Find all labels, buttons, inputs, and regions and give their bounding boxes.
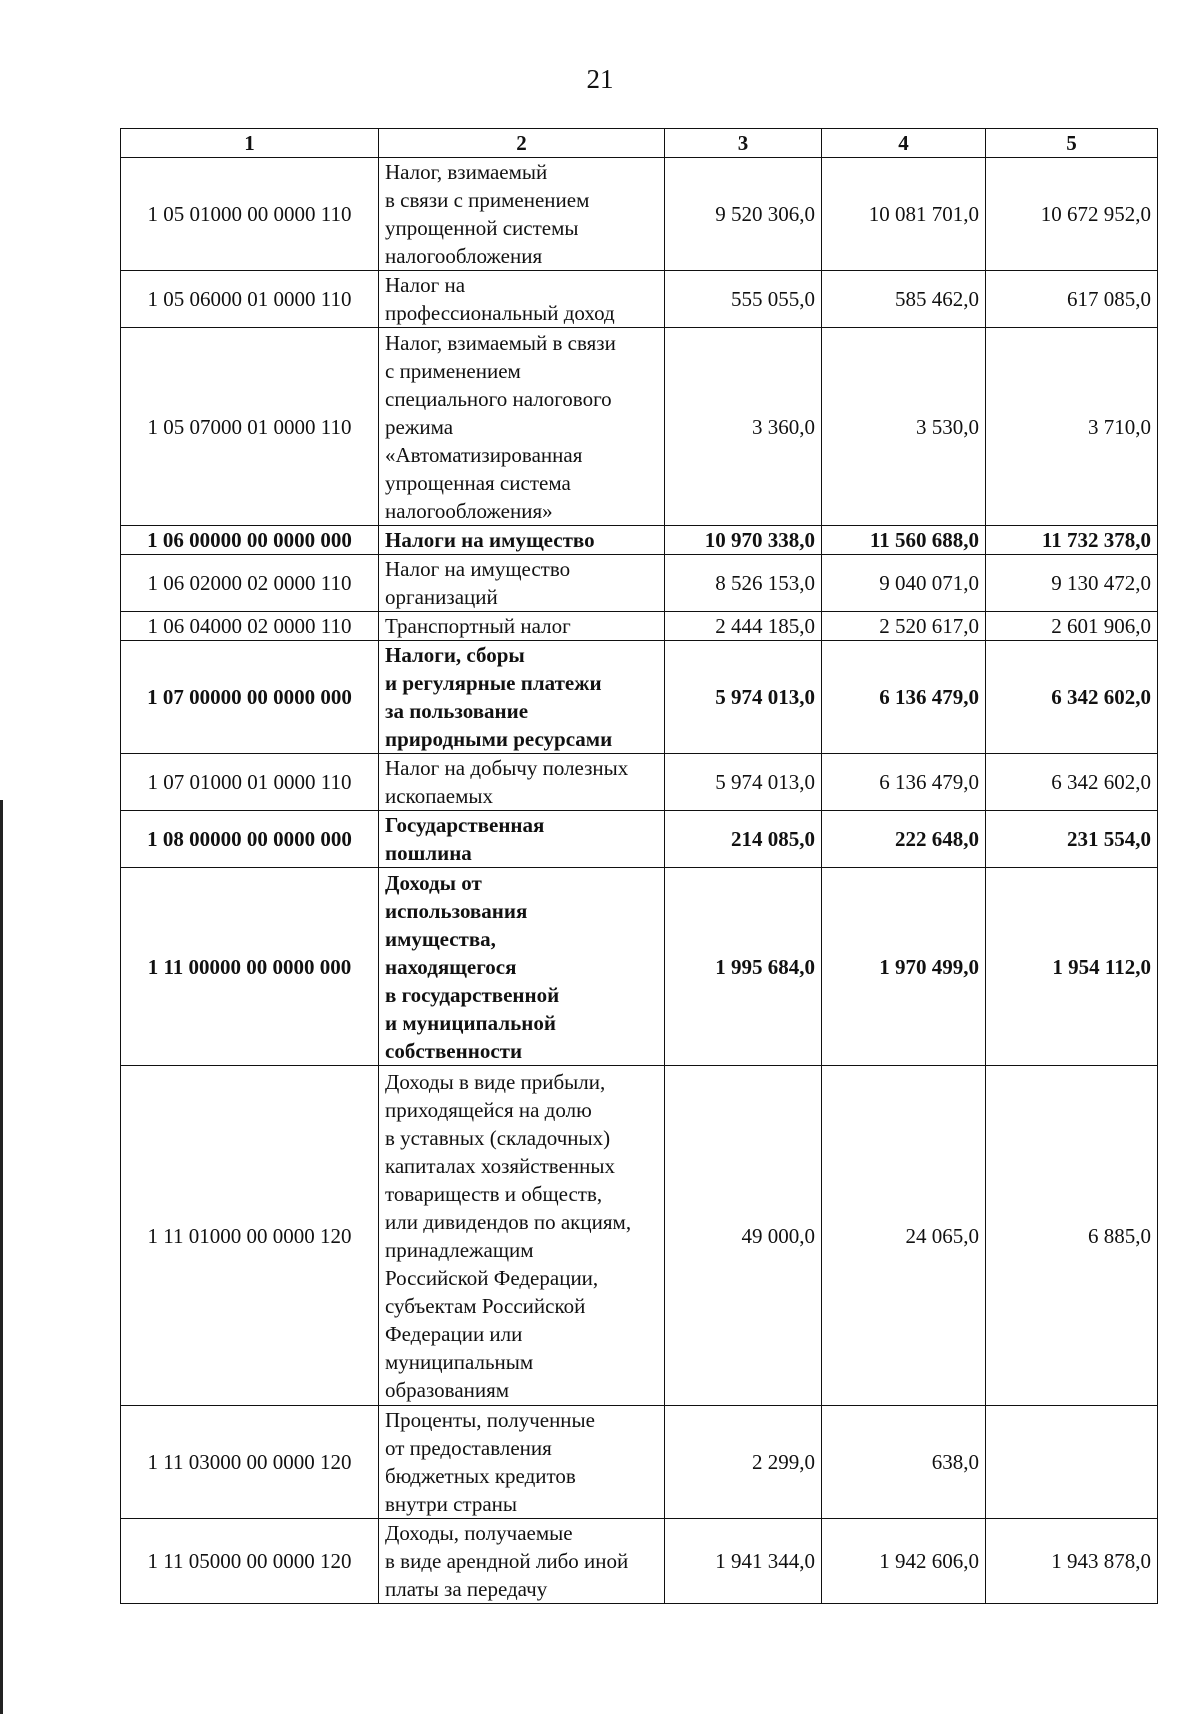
table-row xyxy=(121,271,1158,328)
row-value-col3: 1 995 684,0 xyxy=(665,868,822,1066)
row-value-col5: 10 672 952,0 xyxy=(986,158,1158,271)
page-number: 21 xyxy=(586,64,614,94)
row-name: Транспортный налог xyxy=(379,612,665,641)
row-value-col5: 231 554,0 xyxy=(986,811,1158,868)
row-value-col5: 6 342 602,0 xyxy=(986,641,1158,754)
row-name: Государственная пошлина xyxy=(379,811,665,868)
row-code: 1 06 00000 00 0000 000 xyxy=(121,526,379,555)
row-value-col5: 2 601 906,0 xyxy=(986,612,1158,641)
row-value-col3: 3 360,0 xyxy=(665,328,822,526)
row-value-col4: 11 560 688,0 xyxy=(822,526,986,555)
header-col-4: 4 xyxy=(822,129,986,158)
row-value-col3: 2 299,0 xyxy=(665,1406,822,1519)
row-code: 1 11 01000 00 0000 120 xyxy=(121,1066,379,1406)
table-row xyxy=(121,328,1158,526)
header-col-2: 2 xyxy=(379,129,665,158)
row-value-col5: 617 085,0 xyxy=(986,271,1158,328)
row-value-col5: 3 710,0 xyxy=(986,328,1158,526)
table-row xyxy=(121,158,1158,271)
row-value-col5: 1 954 112,0 xyxy=(986,868,1158,1066)
row-code: 1 05 01000 00 0000 110 xyxy=(121,158,379,271)
table-row xyxy=(121,811,1158,868)
row-value-col3: 5 974 013,0 xyxy=(665,641,822,754)
row-code: 1 11 05000 00 0000 120 xyxy=(121,1519,379,1604)
row-code: 1 05 06000 01 0000 110 xyxy=(121,271,379,328)
row-name: Доходы от использования имущества, находящегося в государственной и муниципальной собственности xyxy=(379,868,665,1066)
row-code: 1 07 00000 00 0000 000 xyxy=(121,641,379,754)
table-row xyxy=(121,555,1158,612)
scan-margin-line xyxy=(0,800,3,1714)
row-name: Налог на имущество организаций xyxy=(379,555,665,612)
row-value-col3: 10 970 338,0 xyxy=(665,526,822,555)
row-value-col5: 11 732 378,0 xyxy=(986,526,1158,555)
row-value-col5: 6 885,0 xyxy=(986,1066,1158,1406)
row-value-col4: 2 520 617,0 xyxy=(822,612,986,641)
row-name: Налоги на имущество xyxy=(379,526,665,555)
row-value-col4: 9 040 071,0 xyxy=(822,555,986,612)
header-row xyxy=(121,129,1158,158)
row-value-col4: 6 136 479,0 xyxy=(822,754,986,811)
row-value-col4: 24 065,0 xyxy=(822,1066,986,1406)
row-value-col3: 1 941 344,0 xyxy=(665,1519,822,1604)
header-col-5: 5 xyxy=(986,129,1158,158)
row-value-col5 xyxy=(986,1406,1158,1519)
row-value-col5: 1 943 878,0 xyxy=(986,1519,1158,1604)
row-value-col3: 49 000,0 xyxy=(665,1066,822,1406)
row-code: 1 11 00000 00 0000 000 xyxy=(121,868,379,1066)
row-name: Налог, взимаемый в связи с применением специального налогового режима «Автоматизированная упрощенная система налогообложения» xyxy=(379,328,665,526)
row-value-col3: 555 055,0 xyxy=(665,271,822,328)
row-value-col3: 5 974 013,0 xyxy=(665,754,822,811)
row-value-col3: 9 520 306,0 xyxy=(665,158,822,271)
row-code: 1 11 03000 00 0000 120 xyxy=(121,1406,379,1519)
row-value-col5: 6 342 602,0 xyxy=(986,754,1158,811)
row-name: Налог на профессиональный доход xyxy=(379,271,665,328)
table-row xyxy=(121,641,1158,754)
revenue-table xyxy=(120,128,1158,1604)
row-value-col3: 2 444 185,0 xyxy=(665,612,822,641)
row-name: Проценты, полученные от предоставления бюджетных кредитов внутри страны xyxy=(379,1406,665,1519)
row-name: Налог на добычу полезных ископаемых xyxy=(379,754,665,811)
table-row xyxy=(121,1066,1158,1406)
table-row xyxy=(121,526,1158,555)
header-col-3: 3 xyxy=(665,129,822,158)
row-value-col5: 9 130 472,0 xyxy=(986,555,1158,612)
row-value-col3: 8 526 153,0 xyxy=(665,555,822,612)
row-code: 1 05 07000 01 0000 110 xyxy=(121,328,379,526)
row-value-col3: 214 085,0 xyxy=(665,811,822,868)
table-row xyxy=(121,1406,1158,1519)
row-code: 1 06 04000 02 0000 110 xyxy=(121,612,379,641)
row-name: Доходы, получаемые в виде арендной либо иной платы за передачу xyxy=(379,1519,665,1604)
table-row xyxy=(121,754,1158,811)
row-name: Налог, взимаемый в связи с применением упрощенной системы налогообложения xyxy=(379,158,665,271)
row-value-col4: 1 970 499,0 xyxy=(822,868,986,1066)
row-value-col4: 10 081 701,0 xyxy=(822,158,986,271)
row-name: Налоги, сборы и регулярные платежи за пользование природными ресурсами xyxy=(379,641,665,754)
row-value-col4: 1 942 606,0 xyxy=(822,1519,986,1604)
row-value-col4: 3 530,0 xyxy=(822,328,986,526)
table-row xyxy=(121,868,1158,1066)
row-code: 1 07 01000 01 0000 110 xyxy=(121,754,379,811)
table-row xyxy=(121,612,1158,641)
row-name: Доходы в виде прибыли, приходящейся на долю в уставных (складочных) капиталах хозяйственных товариществ и обществ, или дивидендов по акциям, принадлежащим Российской Федерации, субъектам Российской Федерации или муниципальным образованиям xyxy=(379,1066,665,1406)
row-value-col4: 585 462,0 xyxy=(822,271,986,328)
table-row xyxy=(121,1519,1158,1604)
row-code: 1 06 02000 02 0000 110 xyxy=(121,555,379,612)
row-value-col4: 638,0 xyxy=(822,1406,986,1519)
header-col-1: 1 xyxy=(121,129,379,158)
row-value-col4: 6 136 479,0 xyxy=(822,641,986,754)
row-code: 1 08 00000 00 0000 000 xyxy=(121,811,379,868)
row-value-col4: 222 648,0 xyxy=(822,811,986,868)
